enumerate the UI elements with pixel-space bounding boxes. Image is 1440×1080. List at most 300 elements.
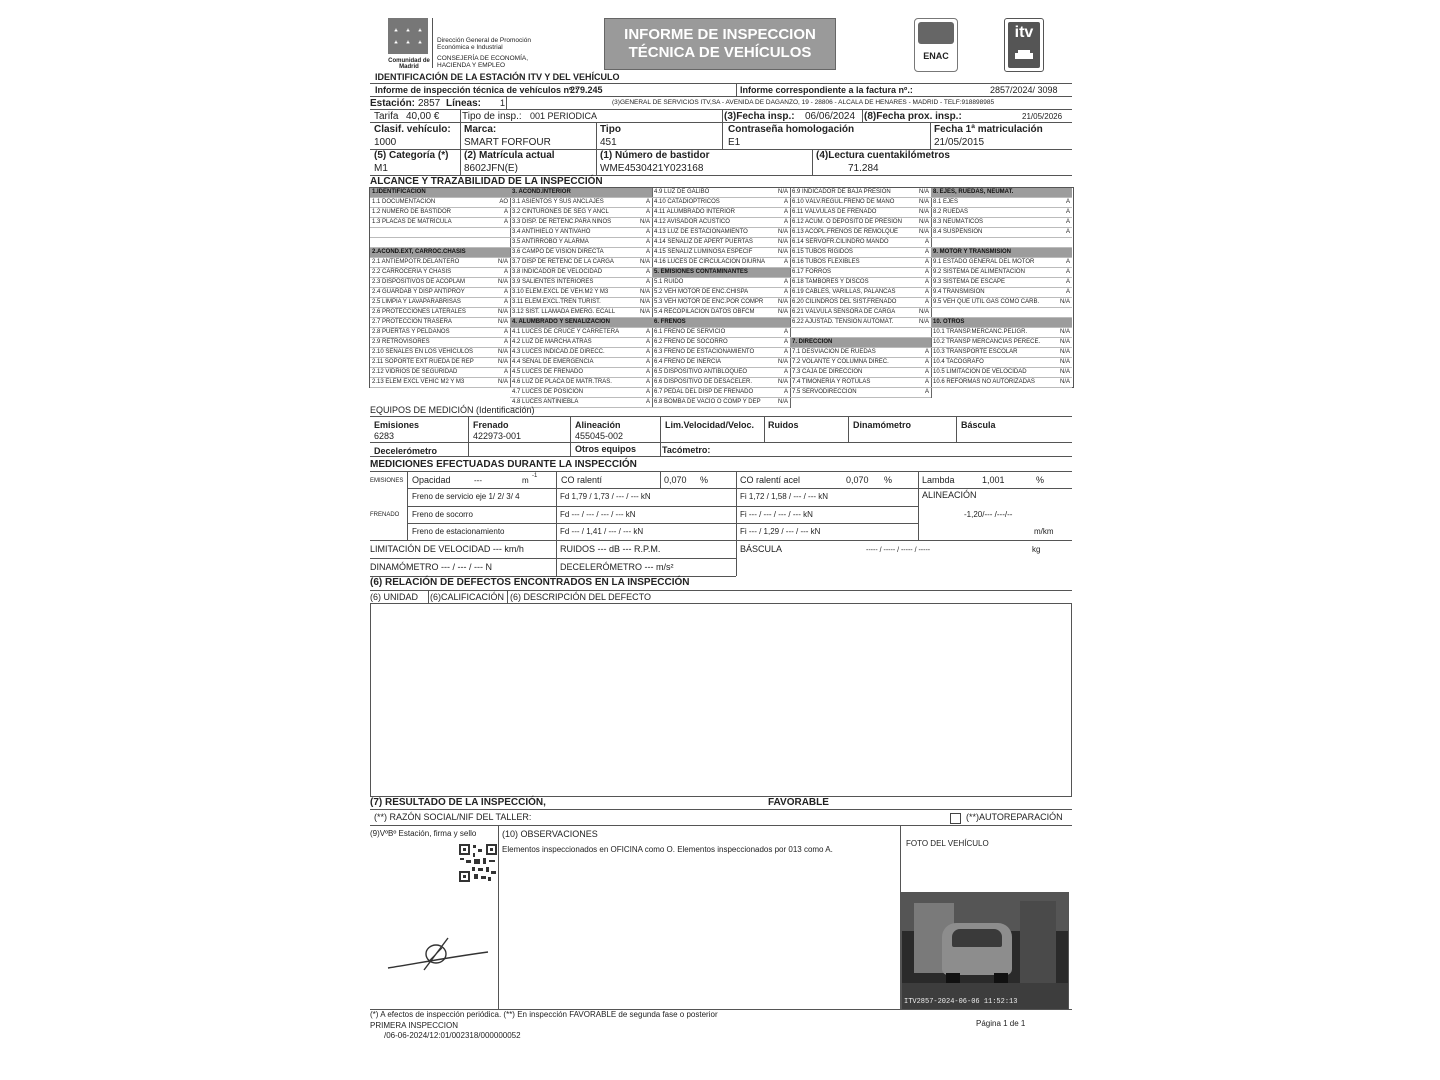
scope-group-header [652, 318, 790, 328]
scope-item-label: 6.8 BOMBA DE VACÍO O COMP Y DEP [654, 399, 761, 405]
scope-item-result: A [645, 389, 650, 395]
scope-item-label: 6.17 FORROS [792, 269, 832, 275]
scope-item-label: 6.16 TUBOS FLEXIBLES [792, 259, 860, 265]
scope-item-label: 2.4 GUARDAB Y DISP ANTIPROY [372, 289, 465, 295]
scope-item-result: A [645, 349, 650, 355]
scope-item [931, 218, 1072, 228]
scope-item-result: A [645, 229, 650, 235]
scope-item-result: N/A [918, 309, 929, 315]
scope-item-result: A [503, 269, 508, 275]
scope-item-label: 2.11 SOPORTE EXT RUEDA DE REP [372, 359, 474, 365]
lambda-unit: % [1036, 475, 1045, 485]
region-name: Comunidad de Madrid [388, 58, 430, 70]
invoice-number: 2857/2024/ 3098 [990, 85, 1058, 95]
brand-label: Marca: [464, 124, 497, 135]
result-title: (7) RESULTADO DE LA INSPECCIÓN, [370, 797, 546, 808]
scope-item-result: N/A [639, 309, 650, 315]
scope-title: ALCANCE Y TRAZABILIDAD DE LA INSPECCIÓN [370, 176, 603, 187]
scope-item-result: N/A [497, 259, 508, 265]
service-brake-fd: Fd 1,79 / 1,73 / --- / --- kN [560, 492, 651, 501]
scope-column [790, 188, 932, 398]
report-number: 279.245 [570, 85, 603, 95]
scope-item [790, 278, 931, 288]
defects-title: (6) RELACIÓN DE DEFECTOS ENCONTRADOS EN LA INSPECCIÓN [370, 577, 690, 588]
scope-item [510, 378, 652, 388]
scope-item-label: 4.1 LUCES DE CRUCE Y CARRETERA [512, 329, 620, 335]
type-value: 451 [600, 137, 617, 148]
emissions-equip-value: 6283 [374, 431, 395, 441]
scope-item-result: A [783, 349, 788, 355]
scope-item [510, 348, 652, 358]
insp-type-label: Tipo de insp.: [462, 111, 522, 122]
scope-item-label: 1.2 NÚMERO DE BASTIDOR [372, 209, 452, 215]
scope-item-result: A [1065, 199, 1070, 205]
scope-item [652, 198, 790, 208]
scope-item-label: 10.1 TRANSP.MERCANC.PELIGR. [933, 329, 1028, 335]
scope-item [931, 338, 1072, 348]
scope-item [931, 288, 1072, 298]
scope-item-result: N/A [918, 319, 929, 325]
car-icon [1014, 49, 1034, 61]
scope-group-header [652, 268, 790, 278]
scope-item-label: 10.2 TRANSP MERCANCÍAS PERECE. [933, 339, 1041, 345]
braking-equip-value: 422973-001 [473, 431, 522, 441]
observations-label: (10) OBSERVACIONES [502, 829, 598, 839]
scope-item [790, 248, 931, 258]
scope-item [510, 198, 652, 208]
scope-item [652, 208, 790, 218]
scope-item-result: N/A [918, 199, 929, 205]
scope-column [370, 188, 511, 388]
scope-item-result: A [645, 249, 650, 255]
scope-item [510, 218, 652, 228]
emergency-brake-fi: Fi --- / --- / --- / --- kN [740, 510, 813, 519]
scope-item-result: N/A [1059, 329, 1070, 335]
scope-item-label: 7.5 SERVODIRECCIÓN [792, 389, 857, 395]
co-idle-unit: % [700, 475, 709, 485]
scope-item [790, 268, 931, 278]
decel-equip-label: Decelerómetro [374, 446, 438, 456]
scope-item-label: 7.3 CAJA DE DIRECCIÓN [792, 369, 863, 375]
scope-item-result: A [783, 219, 788, 225]
scope-item-result: A [1065, 229, 1070, 235]
opacity-exponent: -1 [532, 473, 538, 479]
scope-item-result: A [503, 339, 508, 345]
scope-item-label: 3.9 SALIENTES INTERIORES [512, 279, 594, 285]
decel-measure: DECELERÓMETRO --- m/s² [560, 562, 674, 572]
scope-item-label: 6.12 ACUM. O DEPÓSITO DE PRESIÓN [792, 219, 902, 225]
scope-item-label: 4.8 LUCES ANTINIEBLA [512, 399, 579, 405]
scope-item-result: N/A [639, 259, 650, 265]
vehicle-photo [901, 892, 1069, 1010]
class-label: Clasif. vehículo: [374, 124, 451, 135]
scope-item [652, 388, 790, 398]
itv-label: itv [1014, 24, 1034, 41]
scope-item-result: A [1065, 209, 1070, 215]
scope-item [931, 328, 1072, 338]
scope-item-label: 6.19 CABLES, VARILLAS, PALANCAS [792, 289, 896, 295]
scope-item-label: 6.10 VÁLV.REGUL.FRENO DE MANO [792, 199, 895, 205]
qr-code [458, 843, 498, 883]
scope-item-result: A [1065, 279, 1070, 285]
scope-item-label: 8.2 RUEDAS [933, 209, 969, 215]
dyno-equip-label: Dinamómetro [853, 420, 912, 430]
scope-group-header [510, 188, 652, 198]
scope-item [931, 258, 1072, 268]
scope-item-label: 6.2 FRENO DE SOCORRO [654, 339, 728, 345]
first-reg-value: 21/05/2015 [934, 137, 985, 148]
scope-item-label: 8.3 NEUMÁTICOS [933, 219, 984, 225]
enac-label: ENAC [923, 51, 949, 61]
opacity-unit: m [522, 476, 529, 485]
category-value: M1 [374, 163, 388, 174]
scope-item [510, 278, 652, 288]
scope-group-header [790, 338, 931, 348]
scope-item-label: 7. DIRECCIÓN [792, 339, 833, 345]
dept-line-3: CONSEJERÍA DE ECONOMÍA, [437, 55, 529, 62]
scope-item-label: 1.3 PLACAS DE MATRÍCULA [372, 219, 452, 225]
scope-item [790, 258, 931, 268]
scope-item-result: A [924, 259, 929, 265]
scope-item-label: 3.6 CAMPO DE VISIÓN DIRECTA [512, 249, 604, 255]
scope-item-label: 4.16 LUCES DE CIRCULACIÓN DIURNA [654, 259, 766, 265]
scope-item-result: A [924, 369, 929, 375]
scope-item-label: 3.2 CINTURONES DE SEG Y ANCL [512, 209, 609, 215]
scope-item-result: N/A [777, 359, 788, 365]
stamp-label: (9)VºBº Estación, firma y sello [370, 829, 477, 838]
scope-item-result: N/A [777, 239, 788, 245]
scope-item-result: A [645, 369, 650, 375]
scope-item-result: A [645, 199, 650, 205]
tacho-equip-label: Tacómetro: [662, 445, 711, 455]
scope-group-header [510, 318, 652, 328]
region-logo [388, 18, 428, 54]
scope-item-result: A [645, 279, 650, 285]
scope-item [510, 208, 652, 218]
homolog-value: E1 [728, 137, 741, 148]
scope-item [790, 218, 931, 228]
scope-item [370, 288, 510, 298]
scope-column [652, 188, 791, 408]
scope-item [510, 268, 652, 278]
scope-item [790, 208, 931, 218]
scope-item-result: N/A [777, 229, 788, 235]
scope-item [652, 248, 790, 258]
emergency-brake-label: Freno de socorro [412, 510, 473, 519]
report-label: Informe de inspección técnica de vehículos nº.: [375, 85, 578, 95]
scope-item-label: 2.2 CARROCERÍA Y CHASIS [372, 269, 452, 275]
scope-item [931, 308, 1072, 318]
result-value: FAVORABLE [768, 797, 829, 808]
scope-item [931, 268, 1072, 278]
scope-item-result: A [503, 369, 508, 375]
footer-reference: /06-06-2024/12:01/002318/000000052 [384, 1031, 521, 1040]
scope-item-result: A [1065, 259, 1070, 265]
scope-item [370, 308, 510, 318]
scope-item-result: A [1065, 219, 1070, 225]
lines-label: Líneas: [446, 98, 482, 109]
scope-item-label: 6.3 FRENO DE ESTACIONAMIENTO [654, 349, 755, 355]
scope-item-result: A [645, 379, 650, 385]
alignment-unit: m/km [1034, 527, 1054, 536]
insp-date-label: (3)Fecha insp.: [724, 111, 795, 122]
scope-item-label: 4.5 LUCES DE FRENADO [512, 369, 584, 375]
scope-item-label: 8.1 EJES [933, 199, 959, 205]
scope-item-result: A [503, 289, 508, 295]
scope-item-label: 4. ALUMBRADO Y SEÑALIZACIÓN [512, 319, 610, 325]
scope-item-label: 4.2 LUZ DE MARCHA ATRÁS [512, 339, 592, 345]
observations-text: Elementos inspeccionados en OFICINA como O. Elementos inspeccionados por 013 como A. [502, 845, 833, 854]
scope-item [790, 238, 931, 248]
scope-item-label: 9. MOTOR Y TRANSMISIÓN [933, 249, 1012, 255]
vin-label: (1) Número de bastidor [600, 150, 710, 161]
scope-item-label: 4.3 LUCES INDICAD.DE DIRECC. [512, 349, 605, 355]
scope-item-label: 2.8 PUERTAS Y PELDAÑOS [372, 329, 450, 335]
scope-item [790, 348, 931, 358]
lambda-value: 1,001 [982, 475, 1005, 485]
scope-item-label: 6.9 INDICADOR DE BAJA PRESIÓN [792, 189, 891, 195]
scope-item-label: 6.7 PEDAL DEL DISP DE FRENADO [654, 389, 754, 395]
scope-item-result: N/A [1059, 359, 1070, 365]
braking-tag: FRENADO [370, 512, 400, 518]
scope-item [790, 358, 931, 368]
noise-measure: RUIDOS --- dB --- R.P.M. [560, 544, 661, 554]
scope-item-result: N/A [639, 289, 650, 295]
scope-item [931, 358, 1072, 368]
scope-item [652, 348, 790, 358]
other-equip-label: Otros equipos [575, 444, 637, 454]
scope-item-label: 3.1 ASIENTOS Y SUS ANCLAJES [512, 199, 604, 205]
alignment-value: -1,20/--- /---/-- [964, 510, 1013, 519]
scope-item-result: A [645, 209, 650, 215]
scope-item-result: A [924, 249, 929, 255]
scope-item-result: N/A [777, 189, 788, 195]
scope-item [370, 228, 510, 238]
title-line-1: INFORME DE INSPECCION [624, 26, 816, 43]
scope-item-label: 5.3 VEH MOTOR DE ENC.POR COMPR [654, 299, 764, 305]
scope-item [652, 378, 790, 388]
rate-value: 40,00 € [406, 111, 440, 122]
emissions-equip-label: Emisiones [374, 420, 420, 430]
scope-item-result: N/A [777, 379, 788, 385]
signature [384, 934, 494, 974]
scope-column [931, 188, 1072, 388]
scope-item-label: 6. FRENOS [654, 319, 686, 325]
scope-item-label: 8. EJES, RUEDAS, NEUMAT. [933, 189, 1014, 195]
scope-item [931, 228, 1072, 238]
scope-item-label: 10.4 TACÓGRAFO [933, 359, 984, 365]
scope-item-label: 2.7 PROTECCIÓN TRASERA [372, 319, 452, 325]
dept-line-4: HACIENDA Y EMPLEO [437, 62, 506, 69]
scope-item-result: A [924, 279, 929, 285]
scope-item-result: A [645, 399, 650, 405]
scope-item [652, 218, 790, 228]
scope-item [931, 198, 1072, 208]
scope-item-label: 4.15 SEÑALIZ LUMINOSA ESPECIF [654, 249, 753, 255]
scope-item [931, 278, 1072, 288]
scope-item [652, 398, 790, 408]
ident-section-title: IDENTIFICACIÓN DE LA ESTACIÓN ITV Y DEL VEHÍCULO [375, 72, 620, 82]
self-repair-checkbox[interactable] [950, 813, 961, 824]
plate-value: 8602JFN(E) [464, 163, 518, 174]
scope-item [370, 338, 510, 348]
scope-item [510, 368, 652, 378]
parking-brake-fi: Fi --- / 1,29 / --- / --- kN [740, 527, 821, 536]
scope-item-result: A [783, 209, 788, 215]
parking-brake-label: Freno de estacionamiento [412, 527, 505, 536]
scope-item [931, 368, 1072, 378]
document-title [604, 18, 836, 70]
scope-item [931, 238, 1072, 248]
scope-item [652, 278, 790, 288]
scope-item-result: A [645, 359, 650, 365]
scope-item-label: 3.7 DISP DE RETENC DE LA CARGA [512, 259, 614, 265]
odometer-label: (4)Lectura cuentakilómetros [816, 150, 950, 161]
scope-item-result: A [783, 369, 788, 375]
workshop-label: (**) RAZÓN SOCIAL/NIF DEL TALLER: [374, 812, 532, 822]
scope-item-result: A [783, 279, 788, 285]
scope-column [510, 188, 653, 408]
opacity-value: --- [474, 476, 482, 485]
scope-item-label: 2.12 VIDRIOS DE SEGURIDAD [372, 369, 458, 375]
scope-item [510, 288, 652, 298]
scope-item-label: 4.14 SEÑALIZ DE APERT PUERTAS [654, 239, 753, 245]
scope-item-label: 5.4 RECOPILACIÓN DATOS OBFCM [654, 309, 755, 315]
next-date-label: (8)Fecha prox. insp.: [864, 111, 962, 122]
scope-item-label: 2.5 LIMPIA Y LAVAPARABRISAS [372, 299, 461, 305]
scope-item [510, 328, 652, 338]
scope-item-label: 8.4 SUSPENSIÓN [933, 229, 983, 235]
opacity-label: Opacidad [412, 475, 451, 485]
scope-item-result: A [924, 359, 929, 365]
scope-item [510, 228, 652, 238]
odometer-value: 71.284 [848, 163, 879, 174]
scope-item-label: 4.9 LUZ DE GÁLIBO [654, 189, 710, 195]
scope-item-label: 6.1 FRENO DE SERVICIO [654, 329, 726, 335]
scope-item-label: 6.18 TAMBORES Y DISCOS [792, 279, 869, 285]
service-brake-fi: Fi 1,72 / 1,58 / --- / --- kN [740, 492, 829, 501]
scope-item-label: 6.15 TUBOS RÍGIDOS [792, 249, 853, 255]
scope-item-result: A [1065, 289, 1070, 295]
invoice-label: Informe correspondiente a la factura nº.: [740, 85, 913, 95]
scope-item-label: 6.21 VÁLVULA SENSORA DE CARGA [792, 309, 896, 315]
scope-group-header [931, 248, 1072, 258]
scope-item [652, 188, 790, 198]
station-label: Estación: [370, 98, 416, 109]
scope-item-label: 10.3 TRANSPORTE ESCOLAR [933, 349, 1018, 355]
alignment-equip-label: Alineación [575, 420, 621, 430]
scope-item [370, 218, 510, 228]
noise-equip-label: Ruidos [768, 420, 799, 430]
scope-item-result: A [783, 289, 788, 295]
rate-label: Tarifa [374, 111, 399, 122]
photo-timestamp: ITV2857-2024-06-06 11:52:13 [904, 998, 1018, 1006]
scope-item-label: 5.2 VEH MOTOR DE ENC.CHISPA [654, 289, 749, 295]
scope-item [652, 328, 790, 338]
scope-item-label: 2.3 DISPOSITIVOS DE ACOPLAM [372, 279, 466, 285]
scope-item [370, 368, 510, 378]
scope-item-label: 2.6 PROTECCIONES LATERALES [372, 309, 466, 315]
scope-item-label: 6.14 SERVOFR.CILINDRO MANDO [792, 239, 889, 245]
scope-item-label: 1.1 DOCUMENTACIÓN [372, 199, 436, 205]
enac-logo [914, 18, 958, 72]
scope-item [370, 358, 510, 368]
page-number: Página 1 de 1 [976, 1019, 1026, 1028]
scope-item [370, 208, 510, 218]
scope-item-result: A [503, 329, 508, 335]
defect-rating-header: (6)CALIFICACIÓN [430, 592, 505, 602]
scope-item [370, 298, 510, 308]
class-value: 1000 [374, 137, 397, 148]
scope-item-result: A [645, 269, 650, 275]
scope-item-label: 10.5 LIMITACIÓN DE VELOCIDAD [933, 369, 1027, 375]
insp-date: 06/06/2024 [805, 111, 856, 122]
equipment-title: EQUIPOS DE MEDICIÓN (Identificación) [370, 405, 535, 415]
parking-brake-fd: Fd --- / 1,41 / --- / --- kN [560, 527, 644, 536]
scale-measure-unit: kg [1032, 545, 1041, 554]
scope-item [652, 288, 790, 298]
emissions-tag: EMISIONES [370, 478, 404, 484]
scope-item [652, 358, 790, 368]
co-idle-acc-value: 0,070 [846, 475, 869, 485]
category-label: (5) Categoría (*) [374, 150, 449, 161]
scope-item [790, 388, 931, 398]
dept-line-1: Dirección General de Promoción [437, 37, 531, 44]
scope-item-label: 3.5 ANTIRROBO Y ALARMA [512, 239, 589, 245]
scope-item [790, 228, 931, 238]
scope-item-label: 9.2 SISTEMA DE ALIMENTACIÓN [933, 269, 1025, 275]
itv-logo [1004, 18, 1044, 72]
station-number: 2857 [418, 98, 441, 109]
scope-item-result: A [1065, 269, 1070, 275]
scope-item [510, 258, 652, 268]
co-idle-value: 0,070 [664, 475, 687, 485]
scope-item-result: N/A [497, 349, 508, 355]
scope-item-label: 6.4 FRENO DE INERCIA [654, 359, 722, 365]
scope-item-result: A [924, 379, 929, 385]
scope-item-result: N/A [497, 279, 508, 285]
scope-item-result: A [924, 289, 929, 295]
scope-item-label: 2.13 ELEM EXCL VEHIC M2 Y M3 [372, 379, 465, 385]
scope-item-result: A [645, 239, 650, 245]
scope-item [370, 318, 510, 328]
first-reg-label: Fecha 1ª matriculación [934, 124, 1043, 135]
scope-item-result: N/A [918, 189, 929, 195]
scope-item-label: 4.12 AVISADOR ACÚSTICO [654, 219, 730, 225]
scope-item [652, 298, 790, 308]
scope-item-result: A [783, 389, 788, 395]
scope-item [510, 388, 652, 398]
scope-item [370, 258, 510, 268]
scale-measure-value: ----- / ----- / ----- / ----- [866, 547, 931, 554]
scope-item-result: A [924, 389, 929, 395]
scope-item-label: 6.22 AJUSTAD. TENSIÓN AUTOMÁT. [792, 319, 894, 325]
speed-limit-measure: LIMITACIÓN DE VELOCIDAD --- km/h [370, 544, 524, 554]
scope-item-label: 2.1 ANTIEMPOTR.DELANTERO [372, 259, 460, 265]
scope-item [790, 198, 931, 208]
scope-item [510, 358, 652, 368]
scope-item-label: 7.1 DESVIACIÓN DE RUEDAS [792, 349, 876, 355]
homolog-label: Contraseña homologación [728, 124, 855, 135]
alignment-label: ALINEACIÓN [922, 490, 977, 500]
stars-icon [388, 18, 428, 54]
scope-item-label: 9.4 TRANSMISIÓN [933, 289, 985, 295]
title-line-2: TÉCNICA DE VEHÍCULOS [628, 44, 812, 61]
lambda-label: Lambda [922, 475, 955, 485]
scope-item-result: N/A [918, 229, 929, 235]
scope-item-label: 7.4 TIMONERÍA Y RÓTULAS [792, 379, 871, 385]
scope-item-result: N/A [639, 219, 650, 225]
